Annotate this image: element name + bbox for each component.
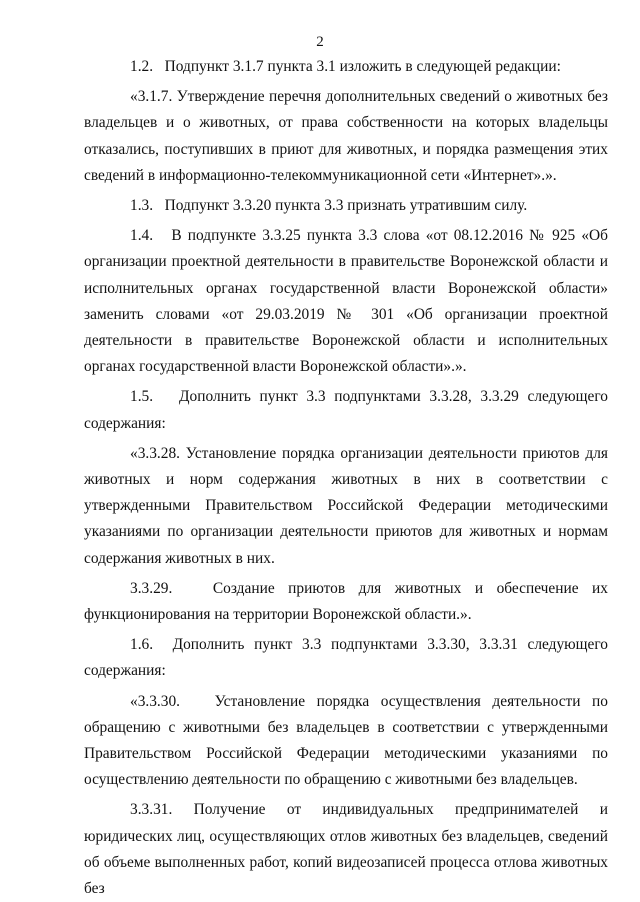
paragraph-3-3-29: 3.3.29. Создание приютов для животных и обеспечение их функционирования на территории Воронежской области.». — [84, 579, 608, 624]
paragraph-3-3-30: «3.3.30. Установление порядка осуществления деятельности по обращению с животными без владельцев в соответствии с утвержденными Правительством Российской Федерации методическими указаниями по осуществлению деятельности по обращению с животными без владельцев. — [84, 692, 608, 789]
paragraph-3-3-31: 3.3.31. Получение от индивидуальных предпринимателей и юридических лиц, осуществляющих отлов животных без владельцев, сведений об объеме выполненных работ, копий видеозаписей процесса отлова животных без — [84, 801, 608, 898]
paragraph-1-2: 1.2. Подпункт 3.1.7 пункта 3.1 изложить в следующей редакции: — [130, 58, 561, 75]
paragraph-1-5: 1.5. Дополнить пункт 3.3 подпунктами 3.3.28, 3.3.29 следующего содержания: — [84, 388, 608, 432]
paragraph-1-4: 1.4. В подпункте 3.3.25 пункта 3.3 слова «от 08.12.2016 № 925 «Об организации проектной деятельности в правительстве Воронежской области и исполнительных органах государственной власти Воронежской области» заменить словами «от 29.03.2019 № 301 «Об организации проектной деятельности в правительстве Воронежской области и исполнительных органах государственной власти Воронежской области».». — [84, 227, 608, 376]
document-body — [84, 54, 608, 902]
paragraph-1-3: 1.3. Подпункт 3.3.20 пункта 3.3 признать утратившим силу. — [130, 197, 528, 215]
paragraph-3-3-28: «3.3.28. Установление порядка организации деятельности приютов для животных и норм содержания животных в них в соответствии с утвержденными Правительством Российской Федерации методическими указаниями по организации деятельности приютов для животных и нормам содержания животных в них. — [84, 444, 608, 567]
paragraph-1-6: 1.6. Дополнить пункт 3.3 подпунктами 3.3.30, 3.3.31 следующего содержания: — [84, 636, 608, 680]
page-number: 2 — [316, 34, 324, 50]
paragraph-3-1-7: «3.1.7. Утверждение перечня дополнительных сведений о животных без владельцев и о животных, от права собственности на которых владельцы отказались, поступивших в приют для животных, и порядка размещения этих сведений в информационно-телекоммуникационной сети «Интернет».». — [84, 88, 608, 184]
